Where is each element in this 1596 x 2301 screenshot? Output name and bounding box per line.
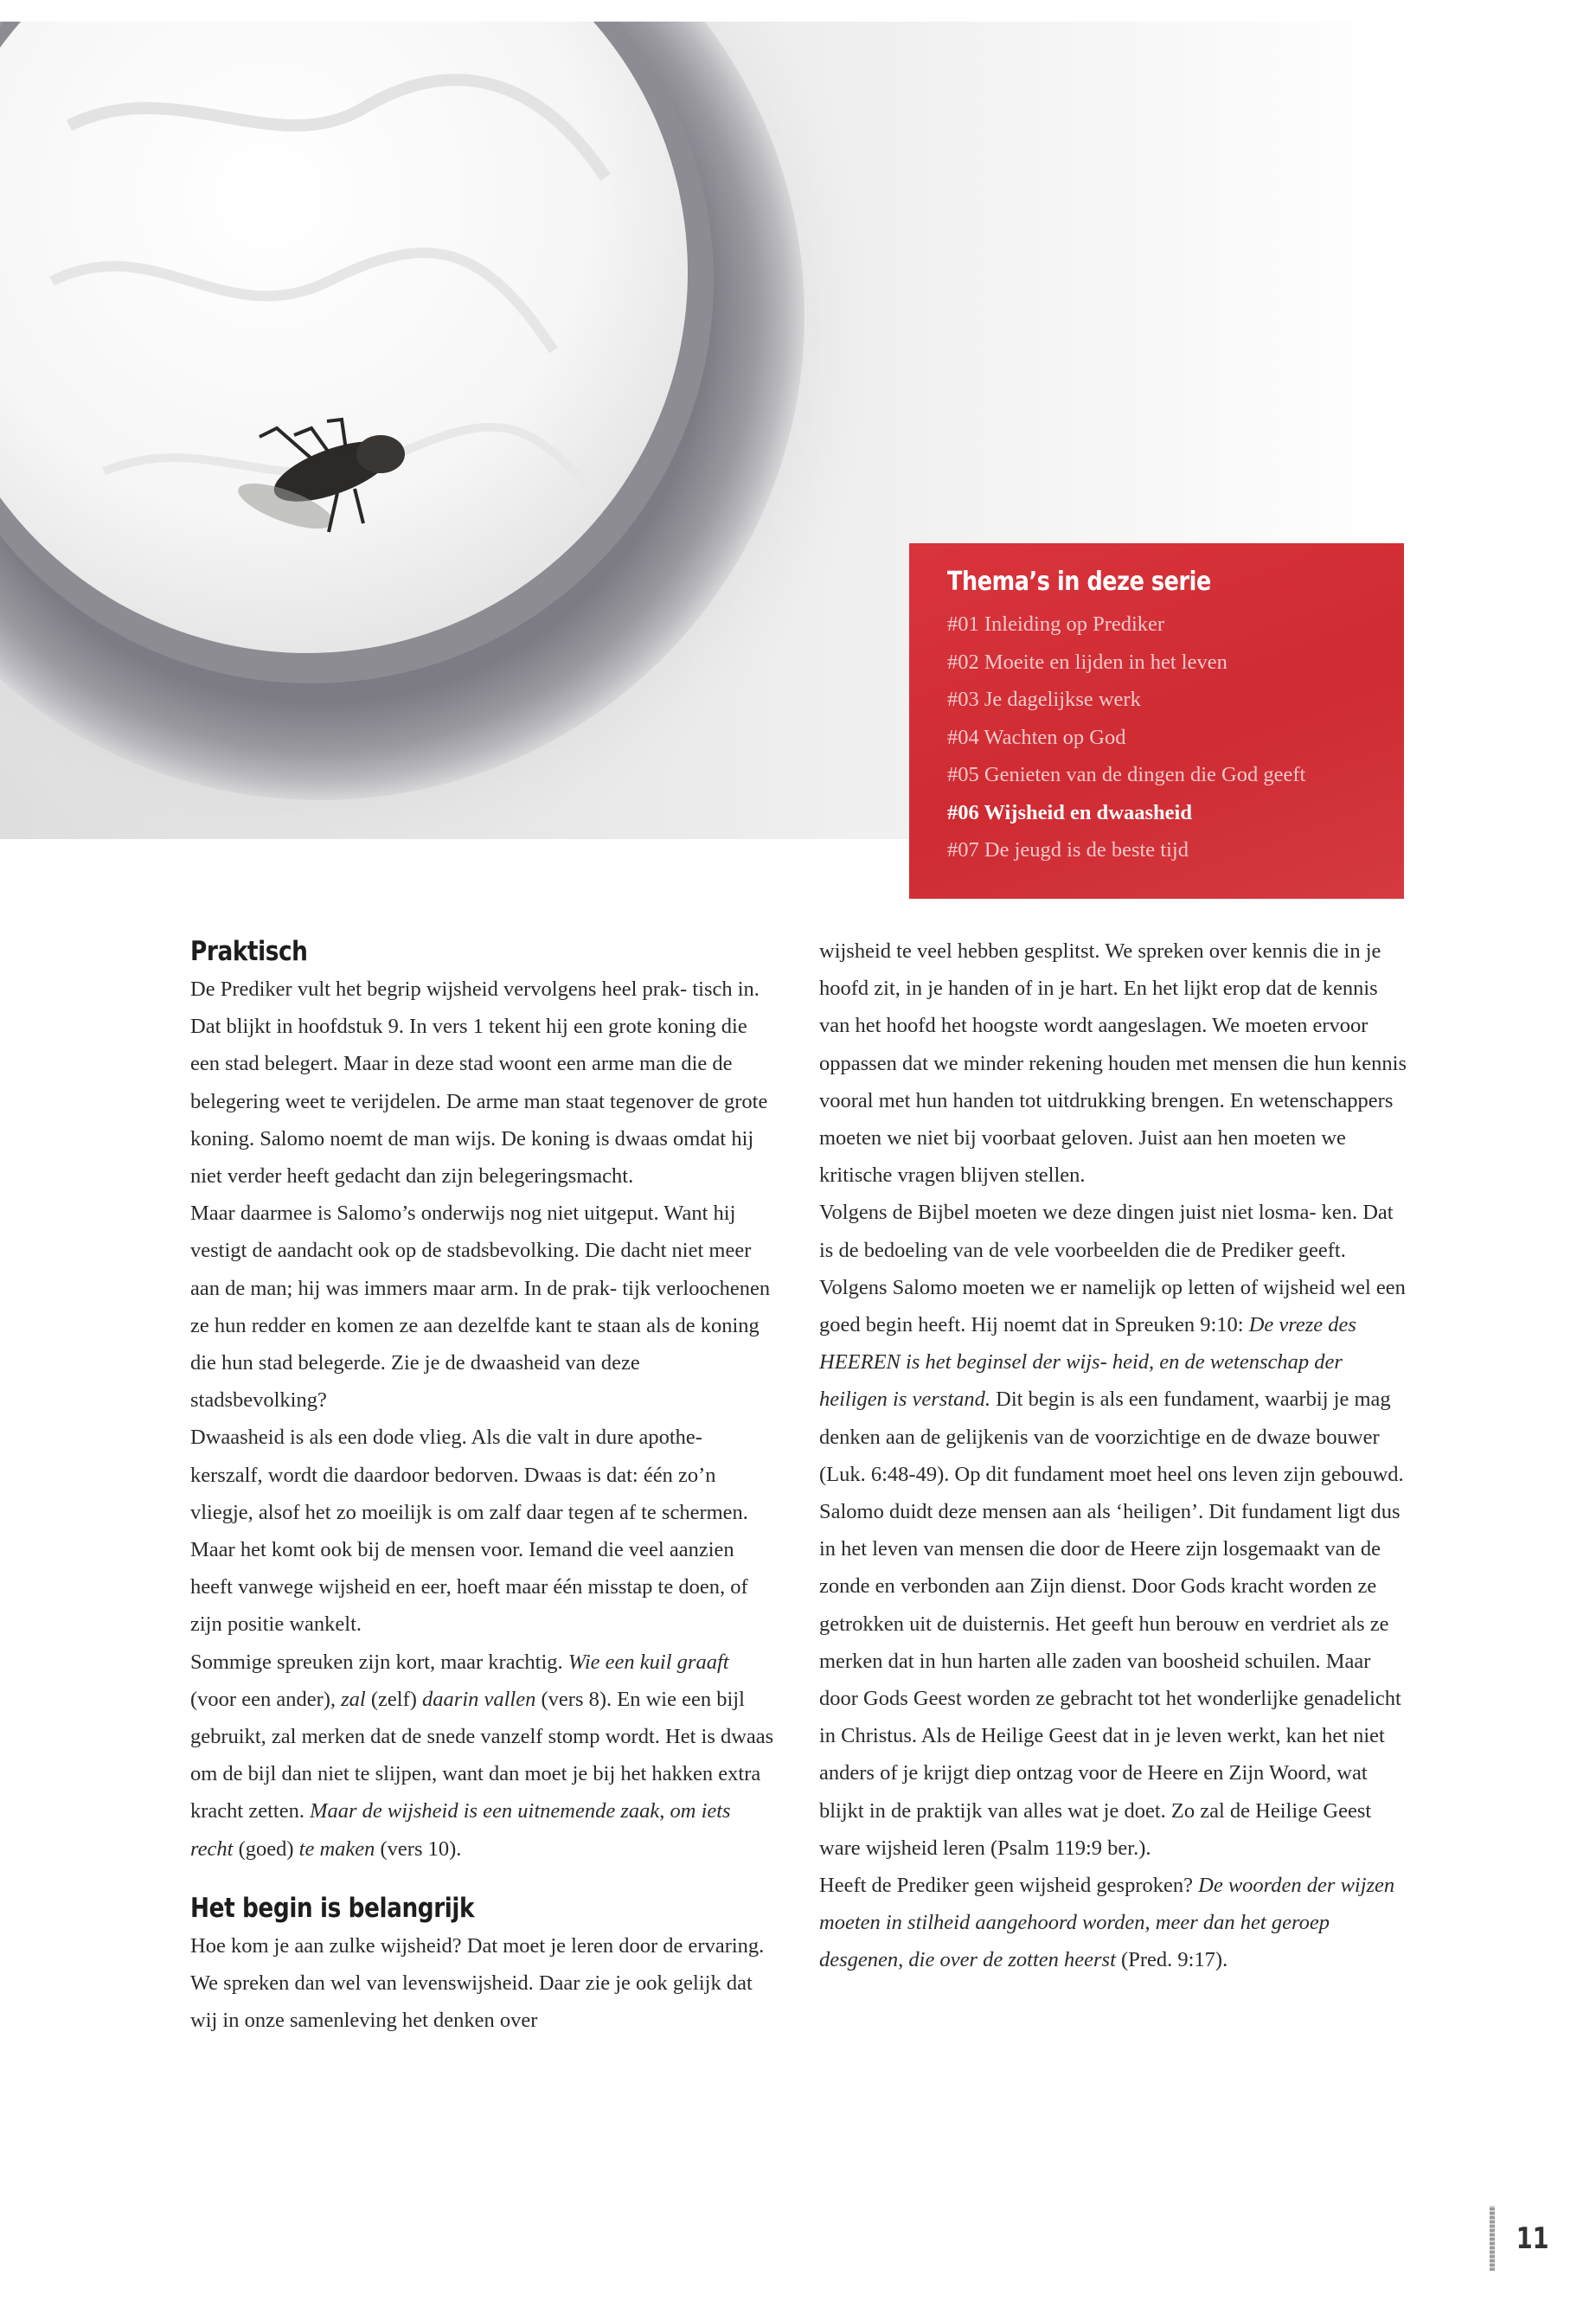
paragraph-rich <box>190 1644 779 1868</box>
text-run: Volgens de Bijbel moeten we deze dingen juist niet losma- ken. Dat is de bedoeling van de vele voorbeelden die de Prediker geeft. Volgens Salomo moeten we er namelijk op letten of wijsheid wel een goed begin heeft. Hij noemt dat in Spreuken 9:10: <box>819 1201 1406 1337</box>
theme-item: #07 De jeugd is de beste tijd <box>947 838 1189 862</box>
paragraph: wijsheid te veel hebben gesplitst. We spreken over kennis die in je hoofd zit, in je handen of in je hart. En het lijkt erop dat de kennis van het hoofd het hoogste wordt aangeslagen. We moeten ervoor oppassen dat we minder rekening houden met mensen die hun kennis vooral met hun handen tot uitdrukking brengen. En wetenschappers moeten we niet bij voorbaat geloven. Juist aan hen moeten we kritische vragen blijven stellen. <box>819 939 1407 1188</box>
quote-italic: daarin vallen <box>422 1687 536 1711</box>
paragraph: De Prediker vult het begrip wijsheid vervolgens heel prak- tisch in. Dat blijkt in hoofdstuk 9. In vers 1 tekent hij een grote koning die een stad belegert. Maar in deze stad woont een arme man die de belegering weet te verijdelen. De arme man staat tegenover de grote koning. Salomo noemt de man wijs. De koning is dwaas omdat hij niet verder heeft gedacht dan zijn belegeringsmacht. <box>190 977 768 1189</box>
text-run: (voor een ander) <box>190 1687 330 1711</box>
left-column <box>190 933 779 2039</box>
page-number-text: 11 <box>1516 2221 1549 2256</box>
paragraph: Salomo duidt deze mensen aan als ‘heiligen’. Dit fundament ligt dus in het leven van mensen die door de Heere zijn losgemaakt van de zonde en verbonden aan Zijn dienst. Door Gods kracht worden ze getrokken uit de duisternis. Het geeft hun berouw en verdriet als ze merken dat in hun harten alle zaden van boosheid schuilen. Maar door Gods Geest worden ze gebracht tot het wonderlijke genadelicht in Christus. Als de Heilige Geest dat in je leven werkt, kan het niet anders of je krijgt diep ontzag voor de Heere en Zijn Woord, wat blijkt in de praktijk van alles wat je doet. Zo zal de Heilige Geest ware wijsheid leren (Psalm 119:9 ber.). <box>819 1500 1401 1860</box>
theme-item: #05 Genieten van de dingen die God geeft <box>947 763 1306 786</box>
text-run: (vers 8). En wie een bijl gebruikt, zal merken dat de snede vanzelf stomp wordt. Het is dwaas om de bijl dan niet te slijpen, want dan moet je bij het hakken extra kracht zetten. <box>190 1687 774 1823</box>
quote-italic: Wie een kuil graaft <box>567 1650 729 1674</box>
quote-italic: te maken <box>298 1836 375 1861</box>
quote-italic: De woorden der wijzen moeten in stilheid aangehoord worden, meer dan het geroep desgenen, die over de zotten heerst <box>819 1874 1395 1972</box>
page-number-bar <box>1490 2206 1495 2271</box>
page-number <box>1490 2206 1553 2271</box>
paragraph: Dwaasheid is als een dode vlieg. Als die valt in dure apothe- kerszalf, wordt die daardoor bedorven. Dwaas is dat: één zo’n vliegje, alsof het zo moeilijk is om zalf daar tegen af te schermen. Maar het komt ook bij de mensen voor. Iemand die veel aanzien heeft vanwege wijsheid en eer, hoeft maar één misstap te doen, of zijn positie wankelt. <box>190 1426 748 1637</box>
quote-italic: , zal <box>330 1687 366 1711</box>
paragraph-rich <box>819 1867 1407 1979</box>
text-run: Sommige spreuken zijn kort, maar krachtig. <box>190 1650 568 1674</box>
theme-item: #01 Inleiding op Prediker <box>947 612 1165 636</box>
quote-italic: Maar de wijsheid is een uitnemende zaak, om iets recht <box>190 1799 731 1861</box>
text-run: Heeft de Prediker geen wijsheid gesproken? <box>819 1874 1199 1898</box>
text-run: (Pred. 9:17). <box>1115 1948 1228 1972</box>
heading-het-begin: Het begin is belangrijk <box>190 1892 475 1924</box>
quote-italic: De vreze des HEEREN is het beginsel der wijs- heid, en de wetenschap der heiligen is verstand. <box>819 1313 1356 1412</box>
theme-item: #03 Je dagelijkse werk <box>947 688 1141 711</box>
paragraph: Maar daarmee is Salomo’s onderwijs nog niet uitgeput. Want hij vestigt de aandacht ook op de stadsbevolking. Die dacht niet meer aan de man; hij was immers maar arm. In de prak- tijk verloochenen ze hun redder en komen ze aan dezelfde kant te staan als de koning die hun stad belegerde. Zie je de dwaasheid van deze stadsbevolking? <box>190 1202 771 1413</box>
theme-item: #02 Moeite en lijden in het leven <box>947 650 1227 674</box>
paragraph: Hoe kom je aan zulke wijsheid? Dat moet je leren door de ervaring. We spreken dan wel van levenswijsheid. Daar zie je ook gelijk dat wij in onze samenleving het denken over <box>190 1933 765 2033</box>
text-run: (vers 10). <box>375 1836 462 1861</box>
text-run: (goed) <box>233 1836 299 1861</box>
right-column <box>819 933 1407 1979</box>
text-run: Dit begin is als een fundament, waarbij je mag denken aan de gelijkenis van de voorzichtige en de dwaze bouwer (Luk. 6:48-49). Op dit fundament moet heel ons leven zijn gebouwd. <box>819 1388 1404 1486</box>
theme-item-active: #06 Wijsheid en dwaasheid <box>947 800 1192 824</box>
theme-item: #04 Wachten op God <box>947 725 1126 749</box>
themes-list <box>947 606 1404 869</box>
paragraph-rich <box>819 1194 1407 1493</box>
heading-praktisch: Praktisch <box>190 936 308 967</box>
themes-title: Thema’s in deze serie <box>947 567 1211 597</box>
themes-box <box>909 543 1404 899</box>
text-run: (zelf) <box>365 1687 423 1711</box>
